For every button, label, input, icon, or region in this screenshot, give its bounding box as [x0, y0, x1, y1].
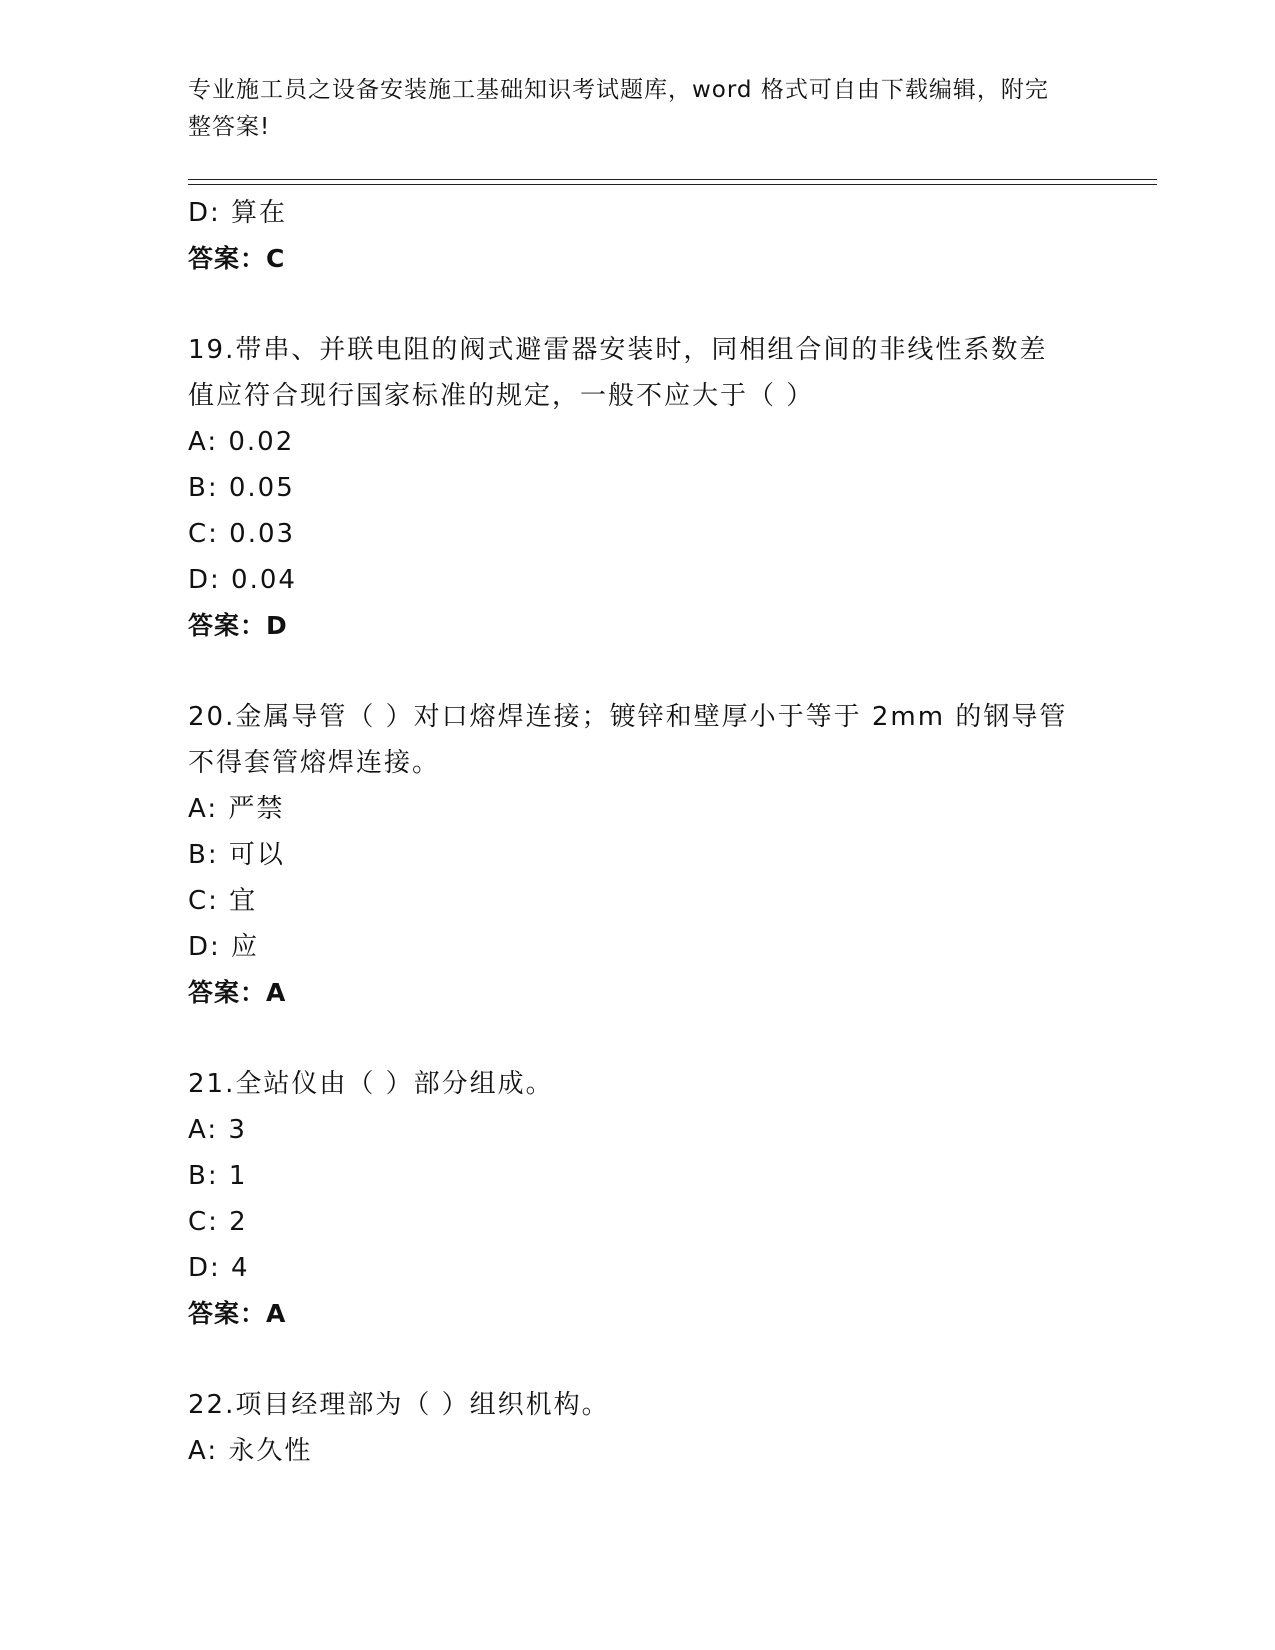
q20-option-b: B: 可以 [188, 840, 285, 870]
spacer [188, 1337, 1088, 1382]
question-20-line-1: 20.金属导管（ ）对口熔焊连接；镀锌和壁厚小于等于 2mm 的钢导管 [188, 702, 1068, 732]
header-divider-top [188, 179, 1157, 180]
question-22-line-1: 22.项目经理部为（ ）组织机构。 [188, 1390, 610, 1420]
spacer [188, 649, 1088, 694]
question-21 [188, 1061, 1088, 1107]
spacer [188, 282, 1088, 327]
q21-option-a: A: 3 [188, 1115, 247, 1145]
question-list [188, 190, 1088, 1474]
header-line-2: 整答案! [188, 114, 271, 140]
q20-option-c: C: 宜 [188, 886, 258, 916]
question-21-line-1: 21.全站仪由（ ）部分组成。 [188, 1069, 554, 1099]
q20-answer: 答案：A [188, 978, 287, 1007]
header-line-1: 专业施工员之设备安装施工基础知识考试题库，word 格式可自由下载编辑，附完 [188, 77, 1049, 103]
q19-option-a: A: 0.02 [188, 427, 295, 457]
q21-answer: 答案：A [188, 1299, 287, 1328]
question-20 [188, 694, 1088, 786]
q21-option-b: B: 1 [188, 1161, 248, 1191]
q19-option-b: B: 0.05 [188, 473, 295, 503]
q19-option-c: C: 0.03 [188, 519, 296, 549]
question-20-line-2: 不得套管熔焊连接。 [188, 748, 441, 778]
prev-answer: 答案：C [188, 244, 286, 273]
question-19 [188, 327, 1088, 419]
q21-option-c: C: 2 [188, 1207, 248, 1237]
q22-option-a: A: 永久性 [188, 1436, 313, 1466]
question-19-line-2: 值应符合现行国家标准的规定，一般不应大于（ ） [188, 381, 815, 411]
question-22 [188, 1382, 1088, 1428]
spacer [188, 1016, 1088, 1061]
q21-option-d: D: 4 [188, 1253, 250, 1283]
q19-answer: 答案：D [188, 611, 288, 640]
document-header [188, 72, 1068, 146]
prev-option-d: D: 算在 [188, 198, 288, 228]
q20-option-a: A: 严禁 [188, 794, 285, 824]
question-19-line-1: 19.带串、并联电阻的阀式避雷器安装时，同相组合间的非线性系数差 [188, 335, 1048, 365]
q20-option-d: D: 应 [188, 932, 260, 962]
q19-option-d: D: 0.04 [188, 565, 297, 595]
header-divider-bottom [188, 184, 1157, 185]
